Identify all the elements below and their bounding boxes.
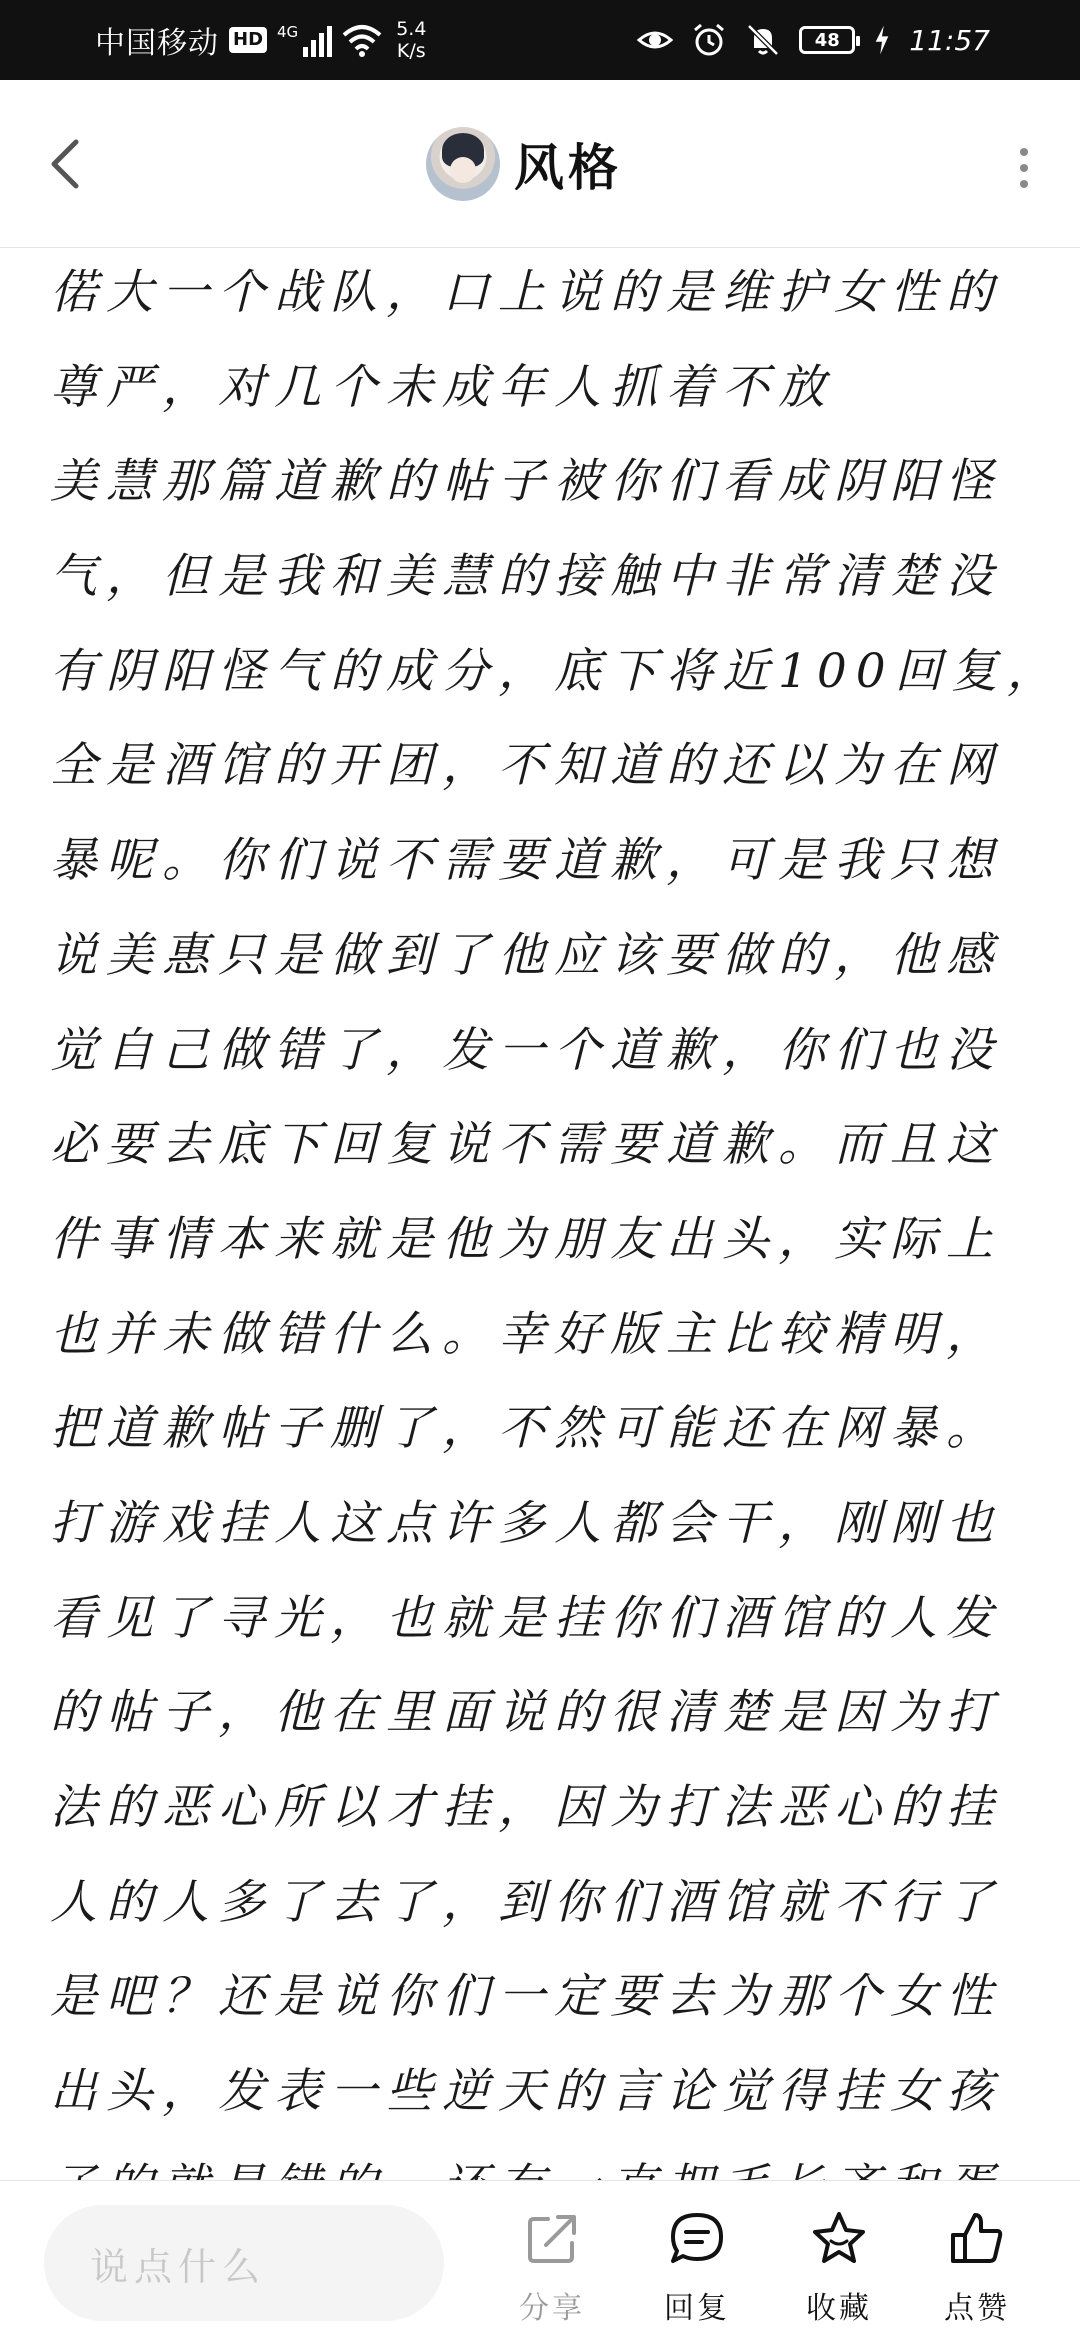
content-line: 看见了寻光，也就是挂你们酒馆的人发 xyxy=(50,1590,1002,1646)
signal-icon xyxy=(277,23,332,57)
app-header xyxy=(0,80,1080,248)
content-line: 的帖子，他在里面说的很清楚是因为打 xyxy=(50,1685,1002,1741)
reply-label: 回复 xyxy=(664,2291,730,2326)
reply-icon xyxy=(667,2209,727,2269)
content-line: 把道歉帖子删了，不然可能还在网暴。 xyxy=(50,1401,1002,1457)
battery-icon: 48 xyxy=(799,26,855,54)
content-line: 全是酒馆的开团，不知道的还以为在网 xyxy=(50,738,1002,794)
comment-input[interactable]: 说点什么 xyxy=(44,2205,444,2321)
speed-unit: K/s xyxy=(396,40,426,62)
post-content xyxy=(50,246,1063,2234)
content-line: 尊严，对几个未成年人抓着不放 xyxy=(50,359,834,415)
share-icon xyxy=(522,2209,582,2269)
content-line: 美慧那篇道歉的帖子被你们看成阴阳怪 xyxy=(50,454,1002,510)
like-label: 点赞 xyxy=(944,2291,1010,2326)
title-group[interactable] xyxy=(426,124,622,204)
content-line: 打游戏挂人这点许多人都会干，刚刚也 xyxy=(50,1495,1002,1551)
favorite-label: 收藏 xyxy=(806,2291,872,2326)
network-type: 4G xyxy=(277,23,299,41)
content-line: 法的恶心所以才挂，因为打法恶心的挂 xyxy=(50,1780,1002,1835)
content-line: 是吧？还是说你们一定要去为那个女性 xyxy=(50,1969,1002,2025)
bottom-action-bar xyxy=(0,2180,1080,2340)
eye-icon xyxy=(637,22,673,58)
alarm-icon xyxy=(691,22,727,58)
content-line: 说美惠只是做到了他应该要做的，他感 xyxy=(50,927,1002,983)
status-bar xyxy=(0,0,1080,80)
bell-mute-icon xyxy=(745,22,781,58)
content-line: 觉自己做错了，发一个道歉，你们也没 xyxy=(50,1022,1002,1078)
status-left xyxy=(95,0,426,80)
carrier-name: 中国移动 xyxy=(95,26,219,61)
content-line: 气，但是我和美慧的接触中非常清楚没 xyxy=(50,549,1002,605)
favorite-button[interactable] xyxy=(784,2209,894,2329)
content-line: 出头，发表一些逆天的言论觉得挂女孩 xyxy=(50,2064,1002,2120)
share-button[interactable] xyxy=(497,2209,607,2329)
content-line: 也并未做错什么。幸好版主比较精明， xyxy=(50,1306,1002,1362)
wifi-icon xyxy=(342,23,382,57)
content-line: 必要去底下回复说不需要道歉。而且这 xyxy=(50,1117,1002,1173)
speed-value: 5.4 xyxy=(396,18,427,40)
like-button[interactable] xyxy=(922,2209,1032,2329)
page-title: 风格 xyxy=(514,138,622,197)
hd-badge: HD xyxy=(229,27,267,53)
content-line: 有阴阳怪气的成分，底下将近100回复， xyxy=(50,643,1063,699)
back-arrow-icon[interactable] xyxy=(42,134,90,194)
charging-icon xyxy=(873,22,891,58)
content-line: 人的人多了去了，到你们酒馆就不行了 xyxy=(50,1874,1002,1930)
clock-time: 11:57 xyxy=(909,23,990,57)
star-icon xyxy=(809,2209,869,2269)
content-line: 偌大一个战队，口上说的是维护女性的 xyxy=(50,265,1002,320)
content-line: 件事情本来就是他为朋友出头，实际上 xyxy=(50,1211,1002,1267)
content-line: 暴呢。你们说不需要道歉，可是我只想 xyxy=(50,833,1002,889)
network-speed xyxy=(396,18,426,62)
status-right xyxy=(637,0,990,80)
share-label: 分享 xyxy=(519,2291,585,2326)
avatar[interactable] xyxy=(426,127,500,201)
reply-button[interactable] xyxy=(642,2209,752,2329)
more-vertical-icon[interactable] xyxy=(1012,148,1036,188)
thumbs-up-icon xyxy=(947,2209,1007,2269)
